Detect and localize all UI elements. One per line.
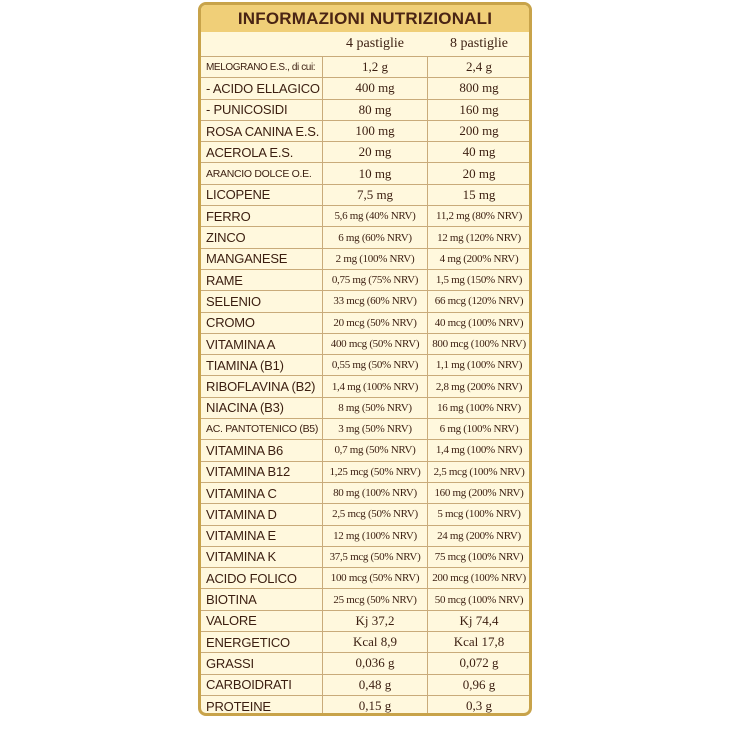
value-8-pastiglie: 800 mg [459, 80, 499, 96]
value-8-pastiglie: 2,8 mg (200% NRV) [435, 380, 523, 393]
nutrient-name: BIOTINA [206, 592, 257, 608]
value-8-pastiglie: Kj 74,4 [459, 612, 499, 628]
nutrient-name: FERRO [206, 208, 251, 224]
panel-title: INFORMAZIONI NUTRIZIONALI [201, 5, 529, 32]
value-8-pastiglie: 800 mcg (100% NRV) [432, 338, 526, 350]
table-row [201, 162, 529, 183]
table-row [201, 312, 529, 333]
nutrient-name: LICOPENE [206, 187, 271, 203]
value-8-pastiglie: 15 mg [462, 186, 496, 202]
nutrient-name: CARBOIDRATI [206, 677, 292, 693]
nutrient-name: VITAMINA K [206, 549, 276, 565]
nutrient-name: TIAMINA (B1) [206, 357, 284, 373]
value-4-pastiglie: 1,2 g [362, 59, 388, 75]
nutrient-name: - PUNICOSIDI [206, 102, 288, 118]
nutrient-name: VITAMINA A [206, 336, 276, 352]
nutrient-name: ACEROLA E.S. [206, 144, 294, 160]
nutrient-name: ROSA CANINA E.S. [206, 123, 320, 139]
value-8-pastiglie: 12 mg (120% NRV) [437, 231, 521, 244]
value-4-pastiglie: 20 mg [358, 144, 392, 160]
value-4-pastiglie: Kj 37,2 [355, 612, 395, 628]
value-4-pastiglie: 1,25 mcg (50% NRV) [329, 465, 421, 478]
value-4-pastiglie: 10 mg [358, 165, 392, 181]
value-8-pastiglie: Kcal 17,8 [453, 634, 505, 650]
table-row [201, 205, 529, 226]
value-8-pastiglie: 0,072 g [459, 655, 499, 671]
nutrient-name: MELOGRANO E.S., di cui: [206, 61, 316, 73]
value-8-pastiglie: 20 mg [462, 165, 496, 181]
table-row [201, 290, 529, 311]
value-8-pastiglie: 1,1 mg (100% NRV) [435, 359, 523, 372]
table-row [201, 482, 529, 503]
nutrient-name: ARANCIO DOLCE O.E. [206, 167, 312, 180]
nutrient-name: ENERGETICO [206, 634, 290, 650]
nutrient-name: MANGANESE [206, 251, 288, 267]
value-4-pastiglie: 400 mcg (50% NRV) [330, 338, 420, 350]
table-row [201, 120, 529, 141]
table-row [201, 610, 529, 631]
value-4-pastiglie: 6 mg (60% NRV) [338, 231, 412, 244]
value-4-pastiglie: 100 mg [355, 123, 395, 139]
table-row [201, 546, 529, 567]
nutrient-name: AC. PANTOTENICO (B5) [206, 423, 319, 436]
table-row [201, 333, 529, 354]
value-4-pastiglie: 0,7 mg (50% NRV) [334, 444, 416, 457]
value-8-pastiglie: 160 mg [459, 101, 499, 117]
table-row [201, 141, 529, 162]
value-8-pastiglie: 40 mcg (100% NRV) [434, 316, 524, 329]
value-4-pastiglie: 1,4 mg (100% NRV) [331, 380, 419, 393]
table-row [201, 567, 529, 588]
table-row [201, 184, 529, 205]
table-row [201, 354, 529, 375]
value-8-pastiglie: 66 mcg (120% NRV) [434, 295, 524, 308]
value-8-pastiglie: 200 mg [459, 123, 499, 139]
column-header [201, 32, 529, 56]
value-8-pastiglie: 4 mg (200% NRV) [439, 252, 519, 265]
value-8-pastiglie: 1,4 mg (100% NRV) [435, 444, 523, 457]
nutrient-name: VITAMINA E [206, 528, 276, 544]
value-4-pastiglie: 2,5 mcg (50% NRV) [332, 508, 418, 521]
table-row [201, 461, 529, 482]
nutrient-name: VITAMINA D [206, 506, 277, 522]
value-8-pastiglie: 24 mg (200% NRV) [437, 529, 521, 542]
value-4-pastiglie: 5,6 mg (40% NRV) [334, 210, 416, 223]
nutrient-name: RAME [206, 272, 243, 288]
value-4-pastiglie: 33 mcg (60% NRV) [333, 295, 417, 308]
value-8-pastiglie: 0,3 g [466, 698, 492, 714]
table-row [201, 695, 529, 716]
table-row [201, 56, 529, 77]
column-4-pastiglie: 4 pastiglie [346, 36, 404, 51]
value-4-pastiglie: 2 mg (100% NRV) [335, 252, 415, 265]
value-8-pastiglie: 5 mcg (100% NRV) [437, 508, 521, 521]
nutrient-name: VITAMINA C [206, 485, 277, 501]
value-8-pastiglie: 40 mg [462, 144, 496, 160]
table-row [201, 652, 529, 673]
value-8-pastiglie: 160 mg (200% NRV) [434, 487, 524, 500]
table-row [201, 588, 529, 609]
table-row [201, 99, 529, 120]
value-4-pastiglie: 3 mg (50% NRV) [338, 423, 412, 436]
value-4-pastiglie: 0,036 g [355, 655, 395, 671]
table-row [201, 397, 529, 418]
value-4-pastiglie: 0,55 mg (50% NRV) [331, 359, 419, 372]
value-8-pastiglie: 2,5 mcg (100% NRV) [433, 465, 525, 478]
value-4-pastiglie: 400 mg [355, 80, 395, 96]
value-4-pastiglie: Kcal 8,9 [352, 634, 398, 650]
table-row [201, 439, 529, 460]
table-row [201, 631, 529, 652]
nutrient-name: VITAMINA B6 [206, 442, 284, 458]
nutrition-table [201, 56, 529, 716]
value-4-pastiglie: 0,48 g [358, 676, 392, 692]
nutrient-name: GRASSI [206, 655, 254, 671]
value-4-pastiglie: 0,15 g [358, 698, 392, 714]
nutrient-name: ZINCO [206, 230, 246, 246]
table-row [201, 375, 529, 396]
value-8-pastiglie: 2,4 g [466, 59, 492, 75]
table-row [201, 77, 529, 98]
table-row [201, 525, 529, 546]
value-4-pastiglie: 80 mg (100% NRV) [333, 487, 417, 500]
value-4-pastiglie: 25 mcg (50% NRV) [333, 593, 417, 606]
table-row [201, 269, 529, 290]
value-4-pastiglie: 100 mcg (50% NRV) [330, 572, 420, 585]
nutrient-name: SELENIO [206, 293, 261, 309]
value-8-pastiglie: 50 mcg (100% NRV) [434, 593, 524, 606]
value-4-pastiglie: 80 mg [358, 101, 392, 117]
table-row [201, 418, 529, 439]
value-8-pastiglie: 1,5 mg (150% NRV) [435, 274, 523, 287]
nutrient-name: VALORE [206, 613, 257, 629]
value-4-pastiglie: 0,75 mg (75% NRV) [331, 274, 419, 287]
nutrient-name: RIBOFLAVINA (B2) [206, 379, 316, 395]
value-4-pastiglie: 7,5 mg [356, 186, 394, 202]
value-4-pastiglie: 12 mg (100% NRV) [333, 529, 417, 542]
value-8-pastiglie: 6 mg (100% NRV) [439, 423, 519, 436]
nutrition-panel [198, 2, 532, 716]
table-row [201, 503, 529, 524]
value-8-pastiglie: 75 mcg (100% NRV) [434, 550, 524, 563]
value-8-pastiglie: 0,96 g [462, 676, 496, 692]
nutrient-name: VITAMINA B12 [206, 464, 291, 480]
value-8-pastiglie: 11,2 mg (80% NRV) [436, 210, 522, 223]
value-4-pastiglie: 8 mg (50% NRV) [338, 401, 412, 414]
table-row [201, 248, 529, 269]
nutrient-name: ACIDO FOLICO [206, 570, 297, 586]
nutrient-name: - ACIDO ELLAGICO [206, 80, 320, 96]
nutrient-name: CROMO [206, 315, 255, 331]
nutrient-name: PROTEINE [206, 698, 271, 714]
table-row [201, 226, 529, 247]
nutrient-name: NIACINA (B3) [206, 400, 284, 416]
table-row [201, 674, 529, 695]
value-4-pastiglie: 20 mcg (50% NRV) [333, 316, 417, 329]
value-4-pastiglie: 37,5 mcg (50% NRV) [329, 550, 421, 563]
value-8-pastiglie: 16 mg (100% NRV) [437, 401, 521, 414]
column-8-pastiglie: 8 pastiglie [450, 36, 508, 51]
value-8-pastiglie: 200 mcg (100% NRV) [432, 572, 526, 585]
